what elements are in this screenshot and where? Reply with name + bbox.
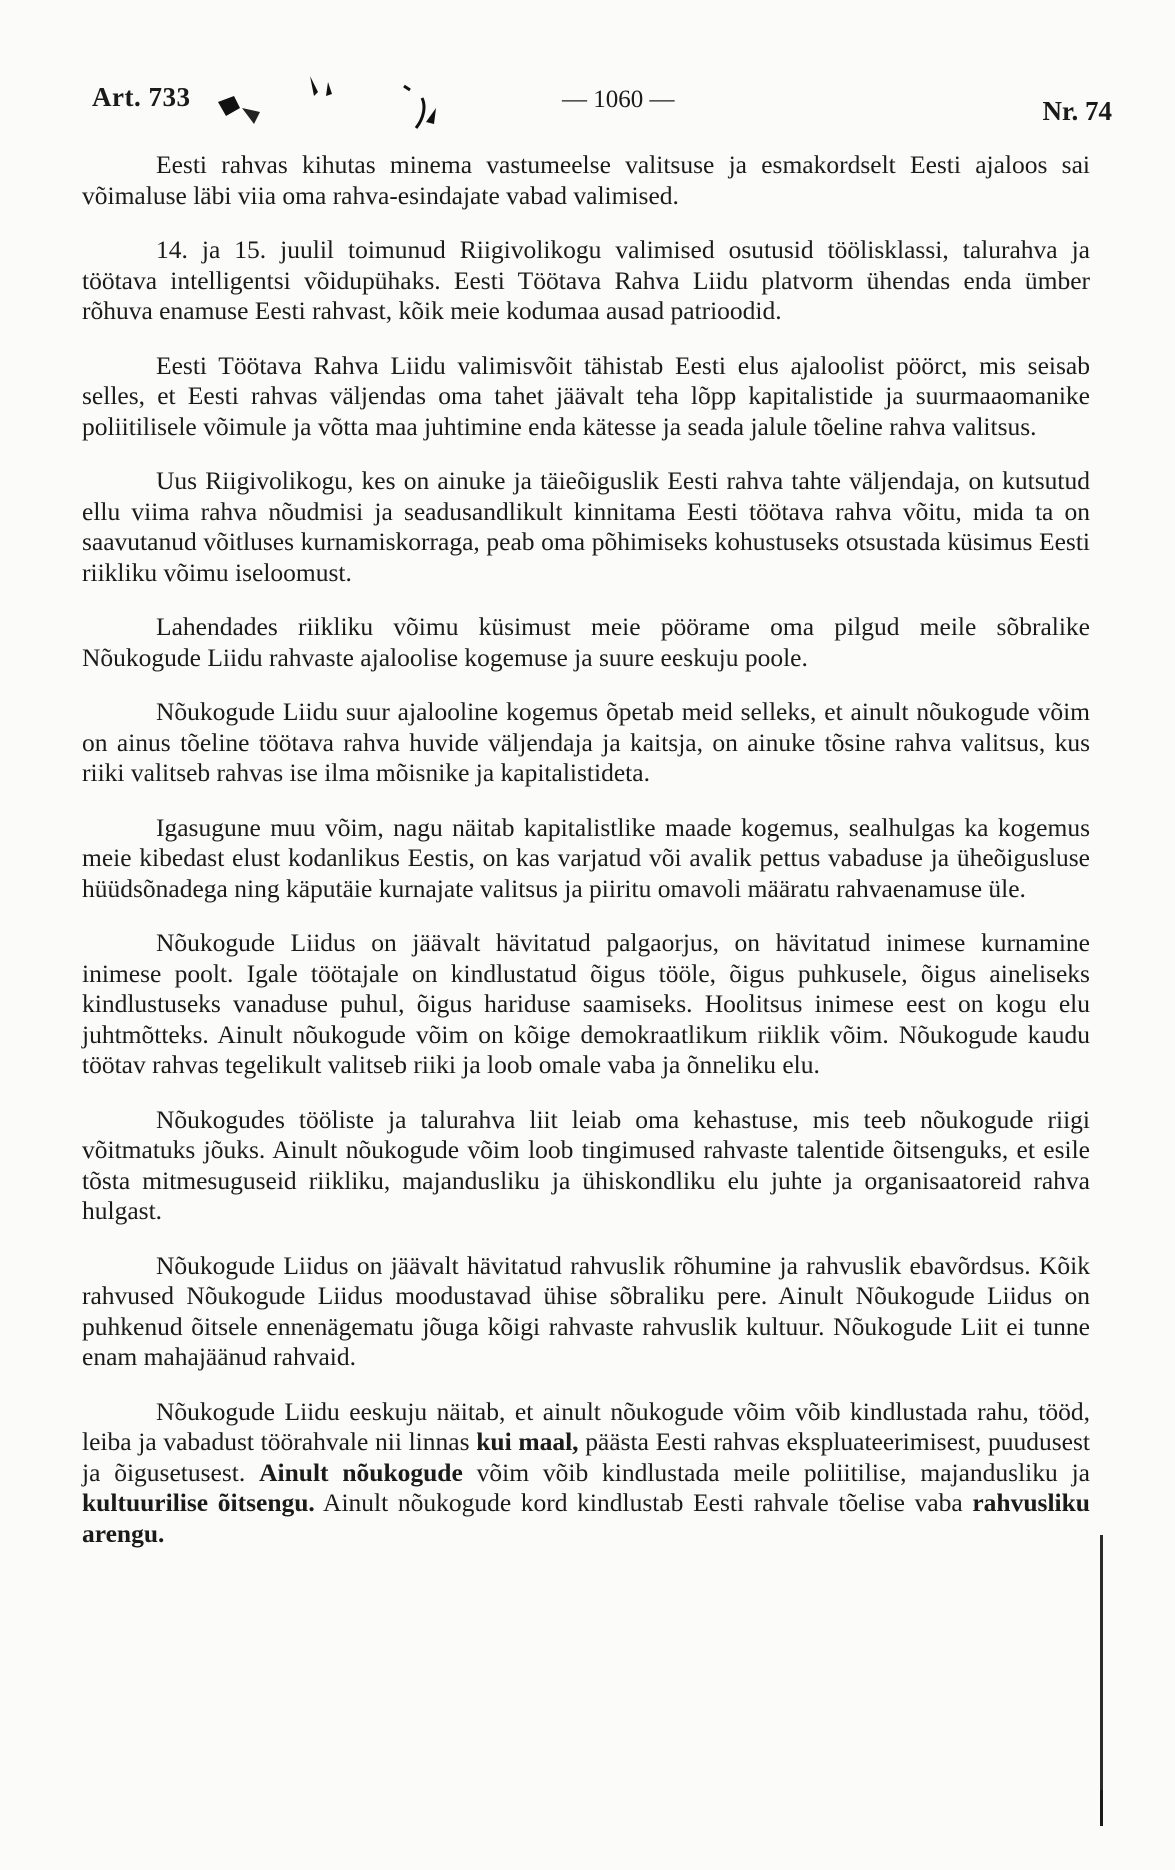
last-paragraph-bold-4: rahvusliku arengu.: [82, 1488, 1090, 1548]
paragraph-7: Igasugune muu võim, nagu näitab kapitalistlike maade kogemus, sealhulgas ka kogemus meie kibedast elust kodanlikus Eestis, on kas varjatud või avalik pettus vabaduse ja üheõigusluse hüüdsõnadega ning käputäie kurnajate valitsus ja piiritu omavoli määratu rahvaenamuse üle.: [82, 812, 1090, 903]
ink-marks: [190, 72, 530, 152]
margin-line: [1100, 1535, 1103, 1825]
paragraph-8: Nõukogude Liidus on jäävalt hävitatud palgaorjus, on hävitatud inimese kurnamine inimese poolt. Igale töötajale on kindlustatud õigus tööle, õigus puhkusele, õigus aineliseks kindlustuseks vanaduse puhul, õigus hariduse saamiseks. Hoolitsus inimese eest on kogu elu juhtmõtteks. Ainult nõukogude võim on kõige demokraatlikum riiklik võim. Nõukogude kaudu töötav rahvas tegelikult valitseb riiki ja loob omale vaba ja õnneliku elu.: [82, 928, 1090, 1079]
paragraph-9: Nõukogudes tööliste ja talurahva liit leiab oma kehastuse, mis teeb nõukogude riigi võitmatuks jõuks. Ainult nõukogude võim loob tingimused rahvaste talentide õitsenguks, et esile tõsta mitmesuguseid riikliku, majandusliku ja ühiskondliku elu juhte ja organisaatoreid rahva hulgast.: [82, 1104, 1090, 1225]
last-paragraph-bold-2: Ainult nõukogude: [259, 1457, 463, 1487]
last-paragraph-bold-3: kultuurilise õitsengu.: [82, 1488, 315, 1517]
paragraph-2: 14. ja 15. juulil toimunud Riigivolikogu valimised osutusid töölisklassi, talurahva ja töötava intelligentsi võidupühaks. Eesti Töötava Rahva Liidu platvorm ühendas enda ümber rõhuva enamuse Eesti rahvast, kõik meie kodumaa ausad patrioodid.: [82, 235, 1090, 325]
last-paragraph-part-3: võim võib kindlustada meile poliitilise, majandusliku ja: [462, 1457, 1090, 1487]
document-body: [82, 150, 1090, 1573]
page-number: — 1060 —: [562, 86, 675, 113]
paragraph-11: [82, 1397, 1090, 1550]
paragraph-3: Eesti Töötava Rahva Liidu valimisvõit tähistab Eesti elus ajaloolist pöörct, mis seisab selles, et Eesti rahvas väljendas oma tahet jäävalt teha lõpp kapitalistide ja suurmaaomanike poliitilisele võimule ja võtta maa juhtimine enda kätesse ja seada jalule tõeline rahva valitsus.: [82, 350, 1090, 441]
last-paragraph-part-1: Nõukogude Liidu eeskuju näitab, et ainult nõukogude võim võib kindlustada rahu, tööd, leiba ja vabadust töörahvale nii linnas: [82, 1396, 1090, 1456]
paragraph-4: Uus Riigivolikogu, kes on ainuke ja täieõiguslik Eesti rahva tahte väljendaja, on kutsutud ellu viima rahva nõudmisi ja seadusandlikult kinnitama Eesti töötava rahva võitu, mida ta on saavutanud võitluses kurnamiskorraga, peab oma põhimiseks kohustuseks otsustada küsimus Eesti riikliku võimu iseloomust.: [82, 466, 1090, 587]
article-number: Art. 733: [92, 82, 191, 112]
last-paragraph-bold-1: kui maal,: [476, 1427, 579, 1456]
margin-line-tail: [1100, 1790, 1103, 1826]
paragraph-1: Eesti rahvas kihutas minema vastumeelse valitsuse ja esmakordselt Eesti ajaloos sai võimaluse läbi viia oma rahva-esindajate vabad valimised.: [82, 150, 1090, 210]
paragraph-10: Nõukogude Liidus on jäävalt hävitatud rahvuslik rõhumine ja rahvuslik ebavõrdsus. Kõik rahvused Nõukogude Liidus moodustavad ühise sõbraliku pere. Ainult Nõukogude Liidus on puhkenud õitsele ennenägematu jõuga kõigi rahvaste rahvuslik kultuur. Nõukogude Liit ei tunne enam mahajäänud rahvaid.: [82, 1250, 1090, 1371]
last-paragraph-part-4: Ainult nõukogude kord kindlustab Eesti rahvale tõelise vaba: [314, 1488, 973, 1517]
last-paragraph-part-2: päästa Eesti rahvas ekspluateerimisest, puudusest ja õigusetusest.: [82, 1427, 1090, 1487]
paragraph-6: Nõukogude Liidu suur ajalooline kogemus õpetab meid selleks, et ainult nõukogude võim on ainus tõeline töötava rahva huvide väljendaja ja kaitsja, on ainuke tõsine rahva valitsus, kus riiki valitseb rahvas ise ilma mõisnike ja kapitalistideta.: [82, 697, 1090, 787]
issue-number: Nr. 74: [1042, 96, 1112, 126]
paragraph-5: Lahendades riikliku võimu küsimust meie pöörame oma pilgud meile sõbralike Nõukogude Liidu rahvaste ajaloolise kogemuse ja suure eeskuju poole.: [82, 612, 1090, 672]
